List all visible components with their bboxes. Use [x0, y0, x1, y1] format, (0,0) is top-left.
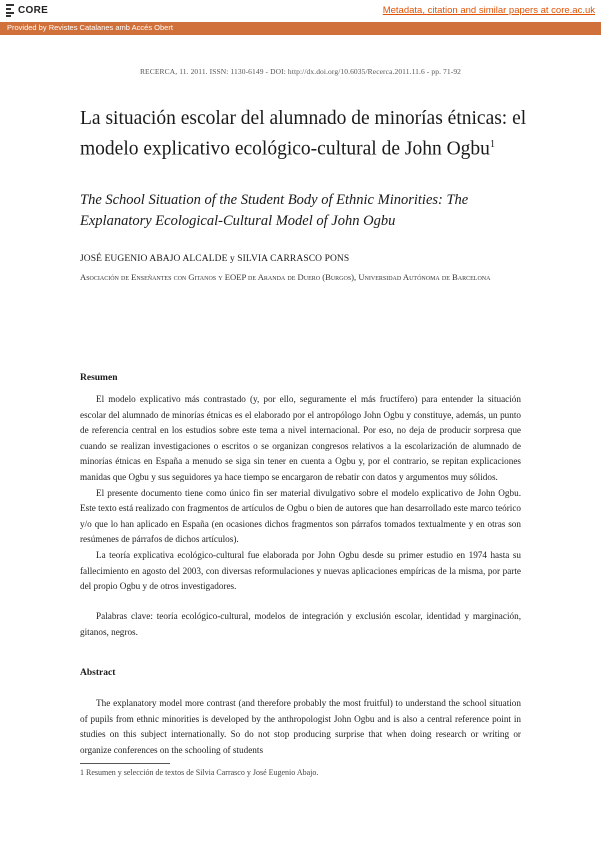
keywords: Palabras clave: teoría ecológico-cultural, modelos de integración y exclusión escolar, identidad y marginación, gitanos, negros. [80, 611, 521, 637]
resumen-heading: Resumen [80, 373, 118, 383]
metadata-link[interactable]: Metadata, citation and similar papers at core.ac.uk [382, 5, 595, 16]
provided-by-text: Provided by Revistes Catalanes amb Accés Obert [7, 23, 173, 32]
article-title [80, 106, 530, 163]
abstract-body [80, 696, 521, 758]
core-logo-icon [6, 3, 14, 17]
resumen-paragraph-2: El presente documento tiene como único fin ser material divulgativo sobre el modelo explicativo de John Ogbu. Este texto está realizado con fragmentos de artículos de Ogbu o bien de autores que han desarrollado este marco teórico y/o que lo han aplicado en España (en ocasiones dichos fragmentos son párrafos tomados textualmente y en otras son resúmenes de párrafos de dichos artículos). [80, 487, 521, 545]
abstract-heading: Abstract [80, 668, 116, 678]
citation-line: RECERCA, 11. 2011. ISSN: 1130-6149 - DOI: http://dx.doi.org/10.6035/Recerca.2011.11.6 - pp. 71-92 [139, 67, 462, 76]
affiliation: Asociación de Enseñantes con Gitanos y EOEP de Aranda de Duero (Burgos), Universidad Autónoma de Barcelona [80, 272, 491, 282]
authors: JOSÉ EUGENIO ABAJO ALCALDE y SILVIA CARRASCO PONS [80, 254, 350, 264]
footnote-divider [80, 763, 170, 764]
provided-by-bar [0, 22, 601, 35]
core-header-bar [0, 0, 601, 23]
core-logo[interactable] [6, 3, 48, 17]
title-footnote-marker: 1 [489, 139, 495, 150]
article-subtitle: The School Situation of the Student Body of Ethnic Minorities: The Explanatory Ecological-Cultural Model of John Ogbu [80, 192, 469, 229]
abstract-paragraph-1: The explanatory model more contrast (and therefore probably the most fruitful) to understand the school situation of pupils from ethnic minorities is developed by the anthropologist John Ogbu and is also a central reference point in studies on this subject internationally. So do not stop producing surprise that when doing research or writing or organize conferences on the schooling of students [80, 698, 521, 755]
resumen-paragraph-3: La teoría explicativa ecológico-cultural fue elaborada por John Ogbu desde su primer estudio en 1974 hasta su fallecimiento en agosto del 2003, con diversas reformulaciones y nuevas aplicaciones empíricas de la misma, por parte del propio Ogbu y de otros investigadores. [80, 549, 521, 592]
footnote: 1 Resumen y selección de textos de Silvia Carrasco y José Eugenio Abajo. [80, 768, 319, 777]
core-brand-text: CORE [18, 4, 49, 16]
keywords-block [80, 609, 521, 640]
article-title-text: La situación escolar del alumnado de minorías étnicas: el modelo explicativo ecológico-cultural de John Ogbu [80, 108, 527, 160]
resumen-paragraph-1: El modelo explicativo más contrastado (y, por ello, seguramente el más fructífero) para entender la situación escolar del alumnado de minorías étnicas es el elaborado por el antropólogo John Ogbu y constituye, además, un punto de referencia central en los estudios sobre este tema a nivel internacional. Por eso, no deja de producir sorpresa que cuando se realizan investigaciones o escritos o se organizan congresos relativos a la escolarización de alumnado de minorías étnicas en España a menudo se siga sin tener en cuenta a Ogbu y, por el contrario, se repitan explicaciones manidas que Ogbu y sus seguidores ya hace tiempo se encargaron de rebatir con datos y argumentos muy sólidos. [80, 394, 521, 482]
resumen-body [80, 392, 521, 595]
